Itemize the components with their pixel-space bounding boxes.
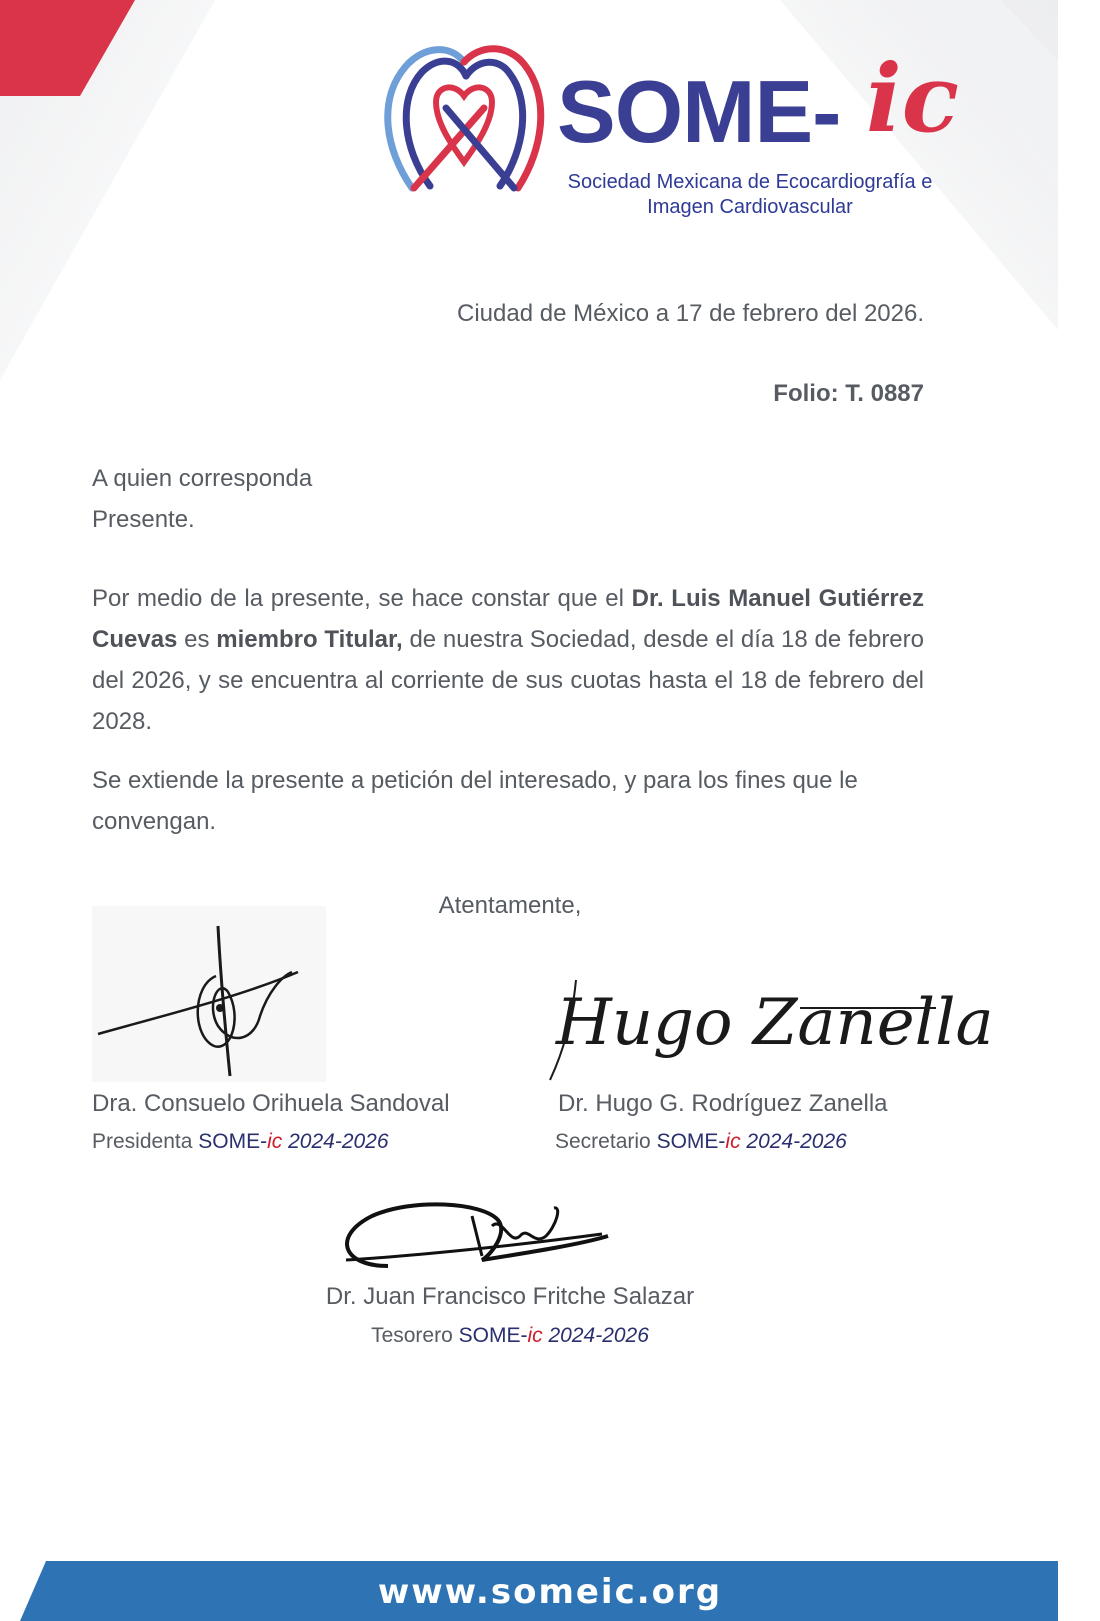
logo-wordmark: SOME- — [557, 62, 841, 161]
logo-subtitle-line2: Imagen Cardiovascular — [647, 196, 853, 218]
signature-president — [92, 906, 326, 1082]
place-date: Ciudad de México a 17 de febrero del 2026. — [457, 300, 924, 327]
president-period: 2024-2026 — [288, 1130, 389, 1153]
logo-wordmark-accent: ic — [866, 44, 959, 154]
logo-subtitle-line1: Sociedad Mexicana de Ecocardiografía e — [567, 171, 933, 193]
salutation — [92, 458, 312, 540]
treasurer-role-title: Tesorero — [371, 1324, 453, 1347]
treasurer-org: SOME- — [458, 1324, 528, 1347]
president-org-accent: ic — [267, 1130, 283, 1153]
secretary-role-title: Secretario — [555, 1130, 651, 1153]
president-role-title: Presidenta — [92, 1130, 193, 1153]
treasurer-period: 2024-2026 — [548, 1324, 649, 1347]
signature-secretary-script: Hugo Zanella — [556, 986, 994, 1060]
member-name: Dr. Luis Manuel Gutiérrez Cuevas — [92, 585, 924, 653]
salutation-line1: A quien corresponda — [92, 465, 313, 492]
logo-subtitle — [540, 170, 960, 220]
secretary-org: SOME- — [656, 1130, 726, 1153]
body1-rest: de nuestra Sociedad, desde el día 18 de febrero del 2026, y se encuentra al corriente de sus cuotas hasta el 18 de febrero del 2028. — [92, 626, 924, 735]
body-paragraph-1 — [92, 578, 924, 742]
treasurer-org-accent: ic — [527, 1324, 543, 1347]
secretary-name: Dr. Hugo G. Rodríguez Zanella — [558, 1090, 888, 1117]
president-role — [92, 1128, 389, 1156]
closing: Atentamente, — [438, 892, 582, 919]
body-paragraph-2: Se extiende la presente a petición del interesado, y para los fines que le convengan. — [92, 767, 858, 835]
heart-ribbon-icon — [384, 38, 546, 200]
secretary-org-accent: ic — [725, 1130, 741, 1153]
secretary-period: 2024-2026 — [746, 1130, 847, 1153]
president-name: Dra. Consuelo Orihuela Sandoval — [92, 1090, 450, 1117]
footer-website: www.someic.org — [377, 1572, 723, 1612]
folio-number: Folio: T. 0887 — [773, 380, 924, 407]
body1-connector: es — [177, 626, 217, 653]
treasurer-role — [0, 1322, 1020, 1350]
signature-secretary — [550, 960, 994, 1090]
treasurer-name: Dr. Juan Francisco Fritche Salazar — [325, 1283, 695, 1310]
salutation-line2: Presente. — [92, 506, 195, 533]
signature-treasurer — [332, 1196, 612, 1272]
membership-type: miembro Titular, — [216, 626, 403, 653]
president-org: SOME- — [198, 1130, 268, 1153]
body1-intro: Por medio de la presente, se hace constar que el — [92, 585, 632, 612]
secretary-role — [555, 1128, 847, 1156]
